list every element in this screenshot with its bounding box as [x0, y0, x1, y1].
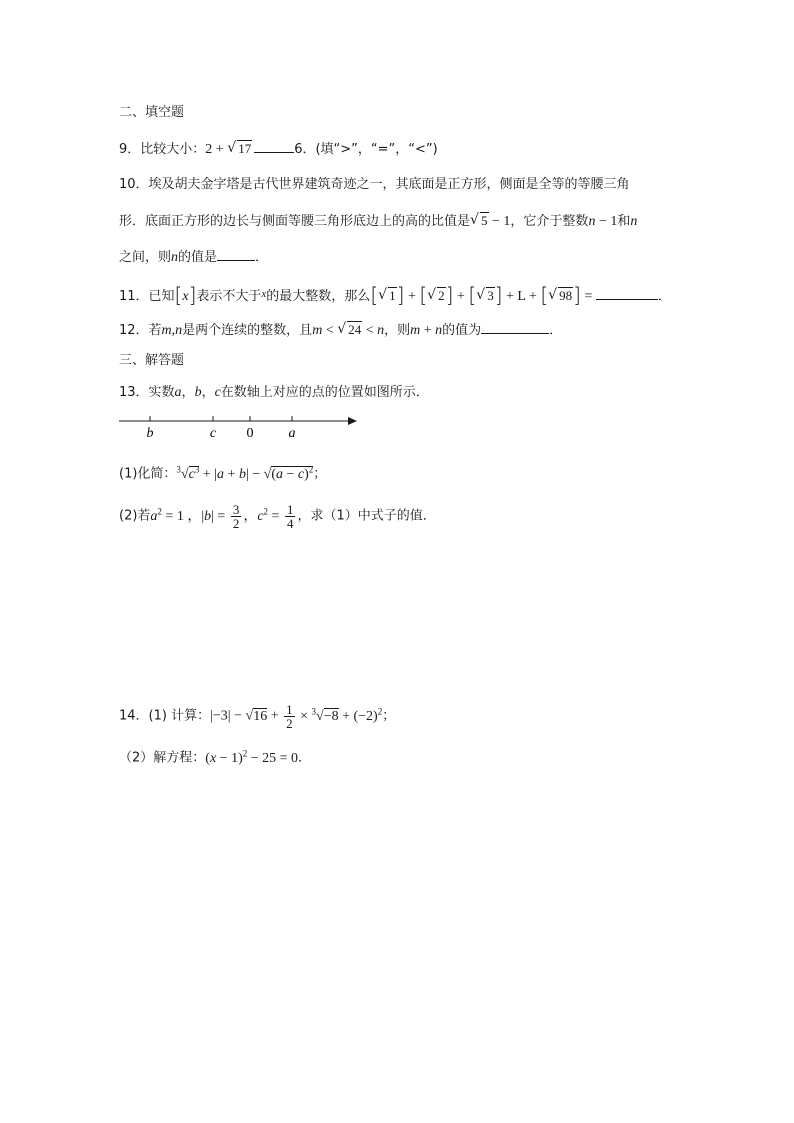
sqrt-icon [228, 140, 252, 159]
q14-p2-end: ． [298, 750, 312, 766]
q14-p2-label: （2）解方程： [119, 750, 206, 766]
question-13-part-1 [119, 460, 326, 484]
section-title-fill-blank: 二、填空题 [119, 105, 185, 120]
cube-root-expr: $^3√c^3 + |a + b| - √(a - c)^2$ [176, 464, 314, 482]
q12-var-m: m [312, 323, 323, 338]
plus: + [420, 323, 436, 338]
q14-p1-end: ； [382, 708, 396, 724]
bracket-icon: ] [494, 283, 503, 307]
q9-expr: 2 + [205, 142, 228, 157]
sqrt-icon [338, 321, 362, 340]
q9-number: 9．比较大小： [119, 142, 206, 157]
q13-p2-label: (2)若 [119, 508, 151, 524]
q10-text-3: 之间，则 [119, 250, 172, 265]
q10-text-2: ，它介于整数 [510, 214, 589, 229]
answer-blank[interactable] [254, 140, 294, 153]
condition-a: $a^2 = 1$ ，|b| = [150, 506, 229, 524]
bracket-icon: ] [188, 283, 197, 307]
condition-c: ，$c^2$ = [243, 506, 283, 524]
bracket-icon: ] [396, 283, 405, 307]
q11-radicand-98: 98 [559, 288, 573, 303]
q12-text-2: 是两个连续的整数，且 [182, 323, 313, 338]
section-title-solve: 三、解答题 [119, 353, 185, 368]
bracket-icon: [ [540, 283, 549, 307]
q10-text: 形．底面正方形的边长与侧面等腰三角形底边上的高的比值是 [119, 214, 471, 229]
fraction-1-2: $\frac{1}{2}$ [286, 701, 293, 731]
q12-text-3: ，则 [384, 323, 411, 338]
q14-expr-1: |−3| − √16 + [210, 708, 283, 724]
q11-radicand-1: 1 [389, 288, 396, 303]
q12-text: 12．若 [119, 323, 162, 338]
q12-expr-mn: m [410, 323, 421, 338]
q12-end: ． [549, 323, 563, 338]
sqrt-icon [477, 287, 495, 306]
plus: + [525, 289, 541, 304]
q13-p1-label: (1)化简： [119, 466, 177, 482]
arrow-icon [348, 417, 357, 425]
question-14-part-2 [119, 744, 311, 768]
q11-end: ． [657, 289, 671, 304]
answer-blank[interactable] [596, 287, 658, 300]
q11-radicand-2: 2 [438, 288, 445, 303]
question-13-stem: 13．实数a，b，c在数轴上对应的点的位置如图所示． [119, 385, 429, 400]
sqrt-icon [549, 287, 573, 306]
q14-p1-label: 14．(1) 计算： [119, 708, 211, 724]
q11-text: 11．已知 [119, 289, 175, 304]
q13-p1-end: ； [313, 466, 327, 482]
q12-radicand: 24 [348, 322, 362, 337]
q12-vars-mn: m,n [161, 323, 183, 338]
label-0: 0 [246, 426, 254, 441]
plus: + [404, 289, 420, 304]
q14-expr-2: × $^3√-8 + (-2)^2$ [296, 706, 383, 724]
q10-minus-one-b: − 1 [595, 214, 618, 229]
question-12 [119, 321, 562, 340]
q12-text-4: 的值为 [442, 323, 482, 338]
fraction-1-4: $\frac{1}{4}$ [286, 501, 294, 531]
q9-radicand: 17 [238, 141, 252, 156]
equals: = [580, 289, 596, 304]
question-10-line-3 [119, 248, 268, 267]
q10-var-n2: n [630, 214, 638, 229]
bracket-icon: [ [419, 283, 428, 307]
q10-and: 和 [617, 214, 631, 229]
label-c: c [209, 426, 217, 441]
question-14-part-1 [119, 702, 395, 730]
fraction-3-2: $\frac{3}{2}$ [232, 501, 240, 531]
sqrt-icon [428, 287, 446, 306]
answer-blank[interactable] [217, 248, 255, 261]
q13-p2-text: ，求（1）中式子的值． [297, 508, 436, 524]
q13-var-c: c [214, 385, 221, 400]
q10-var-n: n [588, 214, 596, 229]
answer-blank[interactable] [481, 321, 549, 334]
q13-var-b: b [194, 385, 202, 400]
q10-var-n3: n [171, 250, 179, 265]
plus: + [502, 289, 518, 304]
bracket-icon: [ [370, 283, 379, 307]
plus: + [453, 289, 469, 304]
question-13-part-2 [119, 502, 436, 530]
label-b: b [146, 426, 154, 441]
q10-end: ． [255, 250, 269, 265]
question-9 [119, 140, 438, 159]
bracket-icon: ] [573, 283, 581, 307]
q11-text-2: 表示不大于 [196, 289, 262, 304]
q13-text: 13．实数 [119, 385, 175, 400]
q11-var-x: x [182, 289, 189, 304]
q10-radicand: 5 [481, 213, 488, 228]
q11-text-3: 的最大整数，那么 [266, 289, 371, 304]
question-10-line-2 [119, 212, 637, 231]
bracket-icon: [ [174, 283, 183, 307]
number-line [119, 410, 369, 444]
q14-equation: $(x - 1)^2 - 25 = 0$ [205, 748, 299, 766]
q11-radicand-3: 3 [487, 288, 494, 303]
sqrt-icon [379, 287, 397, 306]
less-than: < [322, 323, 338, 338]
question-11 [119, 285, 671, 306]
question-10-line-1: 10．埃及胡夫金字塔是古代世界建筑奇迹之一，其底面是正方形，侧面是全等的等腰三角 [119, 177, 630, 192]
less-than: < [362, 323, 378, 338]
q12-var-n2: n [435, 323, 443, 338]
sqrt-icon [471, 212, 489, 231]
q12-var-n: n [377, 323, 385, 338]
q11-var-x2: x [261, 288, 267, 300]
q13-text-2: 在数轴上对应的点的位置如图所示． [220, 385, 429, 400]
bracket-icon: [ [468, 283, 477, 307]
ellipsis-glyph: L [517, 289, 526, 304]
q10-minus-one: − 1 [488, 214, 511, 229]
q10-text-4: 的值是 [178, 250, 218, 265]
bracket-icon: ] [445, 283, 454, 307]
label-a: a [288, 426, 296, 441]
q13-vars: a [174, 385, 182, 400]
q9-instruction: 6．(填“>”，“=”，“<”) [294, 142, 438, 157]
